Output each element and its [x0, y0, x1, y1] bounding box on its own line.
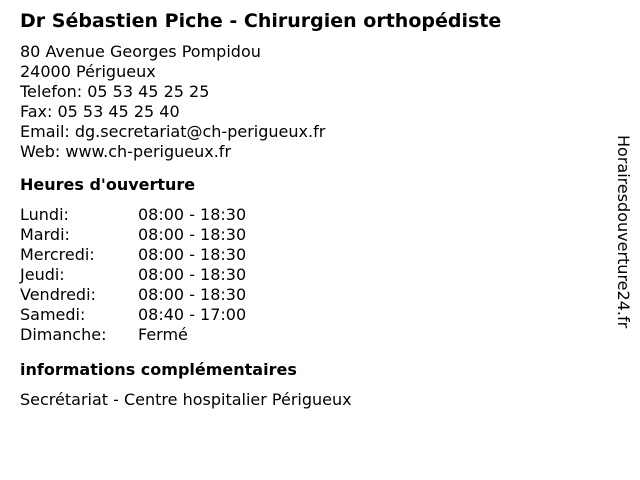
watermark-text: Horairesdouverture24.fr: [614, 135, 633, 329]
email-address: Email: dg.secretariat@ch-perigueux.fr: [20, 122, 326, 141]
hours-row-wednesday: [20, 245, 246, 265]
hours-row-saturday: [20, 305, 246, 325]
day-time: 08:40 - 17:00: [138, 305, 247, 324]
day-time: 08:00 - 18:30: [138, 265, 247, 284]
day-time: 08:00 - 18:30: [138, 225, 247, 244]
day-label: Lundi:: [20, 205, 69, 224]
business-card: [20, 8, 600, 410]
day-label: Dimanche:: [20, 325, 107, 344]
hours-table: [20, 205, 246, 345]
day-time: 08:00 - 18:30: [138, 205, 247, 224]
info-text: Secrétariat - Centre hospitalier Périgueux: [20, 390, 352, 409]
page-title: Dr Sébastien Piche - Chirurgien orthopédiste: [20, 10, 502, 32]
city-address: 24000 Périgueux: [20, 62, 156, 81]
day-label: Jeudi:: [20, 265, 65, 284]
hours-row-monday: [20, 205, 246, 225]
website-address: Web: www.ch-perigueux.fr: [20, 142, 232, 161]
street-address: 80 Avenue Georges Pompidou: [20, 42, 261, 61]
hours-row-friday: [20, 285, 246, 305]
day-time: Fermé: [138, 325, 188, 344]
day-label: Mercredi:: [20, 245, 95, 264]
day-time: 08:00 - 18:30: [138, 245, 247, 264]
fax-number: Fax: 05 53 45 25 40: [20, 102, 180, 121]
phone-number: Telefon: 05 53 45 25 25: [20, 82, 210, 101]
day-label: Vendredi:: [20, 285, 96, 304]
hours-row-sunday: [20, 325, 246, 345]
day-label: Samedi:: [20, 305, 86, 324]
day-label: Mardi:: [20, 225, 70, 244]
day-time: 08:00 - 18:30: [138, 285, 247, 304]
info-heading: informations complémentaires: [20, 360, 297, 379]
hours-row-thursday: [20, 265, 246, 285]
hours-heading: Heures d'ouverture: [20, 175, 196, 194]
hours-row-tuesday: [20, 225, 246, 245]
address-block: [20, 42, 600, 162]
